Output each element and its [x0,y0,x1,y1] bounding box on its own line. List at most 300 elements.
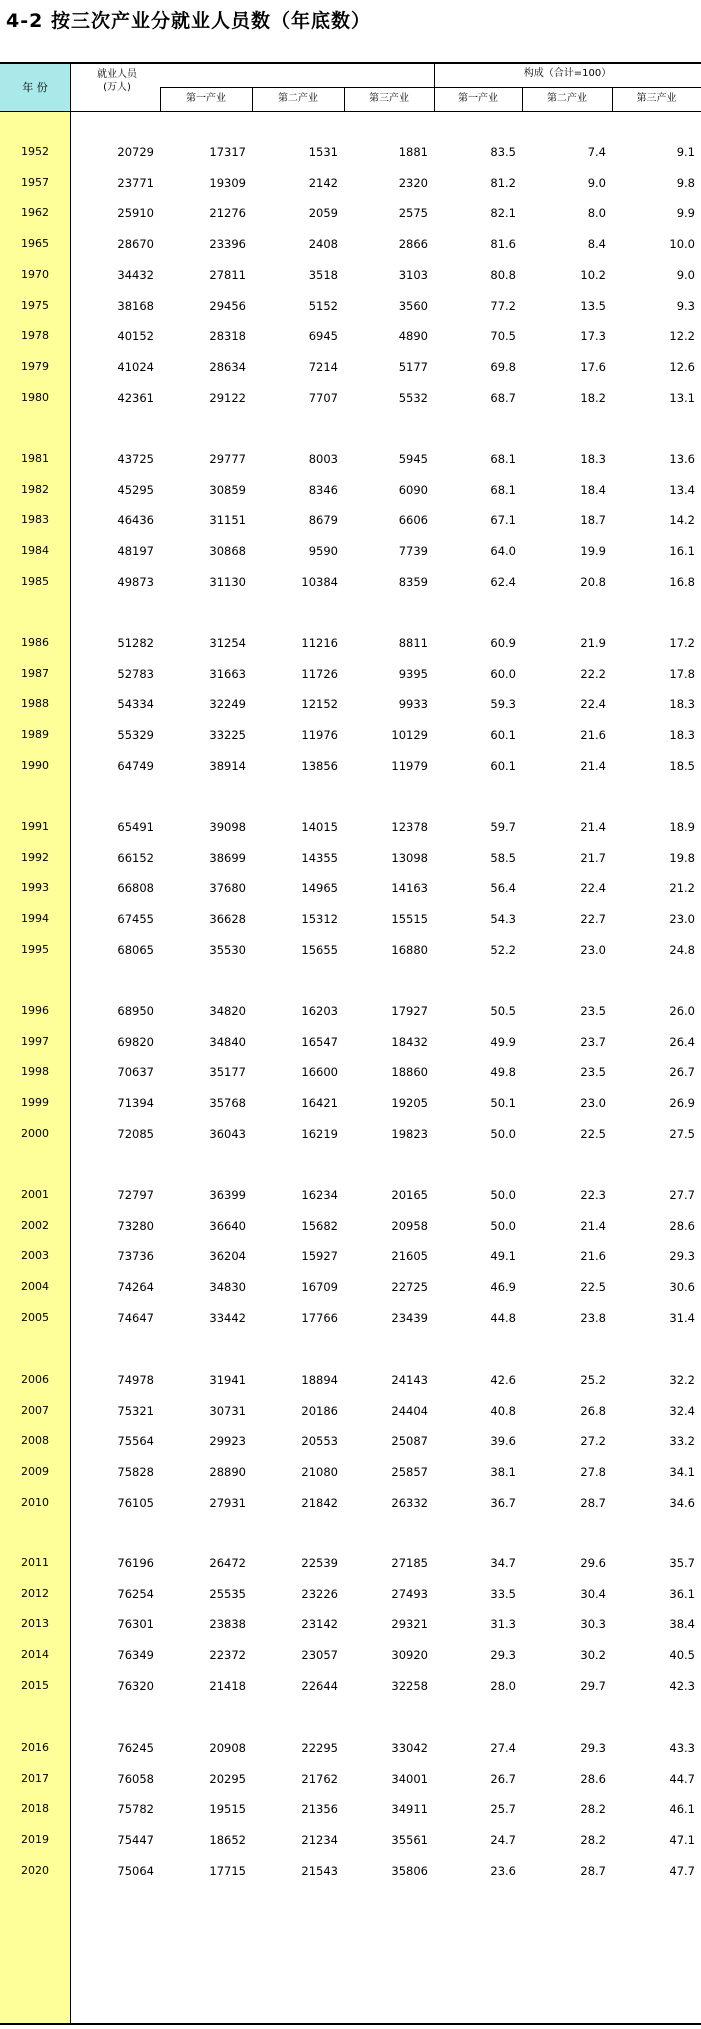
secondary-share-cell: 17.6 [580,359,606,374]
table-row [0,634,701,652]
year-cell: 2007 [21,1403,49,1417]
secondary-share-cell: 26.8 [580,1403,606,1418]
primary-share-cell: 59.7 [490,820,516,834]
total-employed-cell: 55329 [117,728,154,743]
table-row [0,1615,701,1633]
primary-share-cell: 50.0 [490,1188,516,1202]
table-row [0,235,701,253]
year-cell: 2018 [21,1802,49,1816]
secondary-employed-cell: 6945 [308,329,338,344]
total-employed-cell: 68950 [117,1004,154,1018]
primary-employed-cell: 31254 [209,636,246,650]
total-employed-cell: 49873 [117,574,154,589]
secondary-employed-cell: 7707 [308,390,338,405]
secondary-employed-cell: 8679 [308,513,338,528]
primary-employed-cell: 30731 [209,1403,246,1418]
year-cell: 1994 [21,912,49,926]
table-row [0,879,701,897]
tertiary-employed-cell: 6090 [398,482,428,497]
year-cell: 1992 [21,850,49,864]
primary-share-cell: 68.1 [490,482,516,497]
secondary-employed-cell: 15312 [301,912,338,927]
total-employed-cell: 70637 [117,1065,154,1080]
tertiary-share-cell: 24.8 [669,942,695,957]
table-row [0,1278,701,1296]
tertiary-share-cell: 26.0 [669,1004,695,1018]
secondary-share-cell: 25.2 [580,1373,606,1387]
table-row [0,1309,701,1327]
table-row [0,1831,701,1849]
total-employed-cell: 65491 [117,820,154,834]
secondary-share-cell: 27.2 [580,1434,606,1449]
total-employed-cell: 48197 [117,544,154,559]
total-employed-cell: 69820 [117,1034,154,1049]
primary-share-cell: 26.7 [490,1771,516,1786]
primary-share-cell: 36.7 [490,1495,516,1510]
tertiary-share-cell: 31.4 [669,1310,695,1325]
primary-share-cell: 33.5 [490,1586,516,1601]
year-cell: 1957 [21,175,49,189]
tertiary-share-cell: 9.3 [676,298,695,313]
year-cell: 2005 [21,1310,49,1324]
table-row [0,757,701,775]
total-employed-cell: 72085 [117,1126,154,1141]
primary-share-cell: 25.7 [490,1802,516,1817]
total-employed-cell: 46436 [117,513,154,528]
tertiary-share-cell: 12.2 [669,329,695,344]
tertiary-share-cell: 17.2 [669,636,695,650]
tertiary-employed-cell: 19205 [391,1096,428,1111]
tertiary-employed-cell: 16880 [391,942,428,957]
table-row [0,1739,701,1757]
primary-employed-cell: 26472 [209,1556,246,1570]
year-cell: 1995 [21,942,49,956]
primary-share-cell: 80.8 [490,267,516,282]
secondary-share-cell: 18.4 [580,482,606,497]
primary-employed-cell: 35177 [209,1065,246,1080]
secondary-employed-cell: 16234 [301,1188,338,1202]
total-employed-cell: 34432 [117,267,154,282]
tertiary-employed-cell: 22725 [391,1280,428,1295]
year-cell: 2012 [21,1586,49,1600]
tertiary-share-cell: 10.0 [669,237,695,252]
table-row [0,143,701,161]
tertiary-employed-cell: 5945 [398,452,428,466]
secondary-employed-cell: 7214 [308,359,338,374]
bottom-rule [0,2023,701,2025]
header-divider-3 [344,87,345,112]
year-cell: 2010 [21,1495,49,1509]
secondary-employed-cell: 23142 [301,1617,338,1632]
primary-employed-cell: 19515 [209,1802,246,1817]
tertiary-employed-cell: 18860 [391,1065,428,1080]
table-row [0,1217,701,1235]
primary-share-cell: 50.0 [490,1218,516,1233]
total-employed-cell: 75447 [117,1833,154,1848]
table-row [0,542,701,560]
year-cell: 2009 [21,1465,49,1479]
secondary-share-cell: 8.0 [587,206,606,221]
primary-employed-cell: 28634 [209,359,246,374]
year-cell: 1975 [21,298,49,312]
secondary-employed-cell: 18894 [301,1373,338,1387]
secondary-share-cell: 19.9 [580,544,606,559]
primary-employed-cell: 29777 [209,452,246,466]
primary-employed-cell: 17317 [209,145,246,159]
tertiary-employed-cell: 23439 [391,1310,428,1325]
secondary-employed-cell: 1531 [308,145,338,159]
primary-share-cell: 50.0 [490,1126,516,1141]
primary-share-cell: 52.2 [490,942,516,957]
total-employed-unit: (万人) [103,82,131,93]
primary-share-cell: 54.3 [490,912,516,927]
tertiary-employed-cell: 27493 [391,1586,428,1601]
tertiary-employed-cell: 13098 [391,850,428,865]
tertiary-share-cell: 26.7 [669,1065,695,1080]
secondary-employed-cell: 10384 [301,574,338,589]
tertiary-share-cell: 26.4 [669,1034,695,1049]
tertiary-share-cell: 35.7 [669,1556,695,1570]
tertiary-share-cell: 27.5 [669,1126,695,1141]
table-row [0,1432,701,1450]
year-cell: 1962 [21,206,49,220]
primary-employed-cell: 39098 [209,820,246,834]
tertiary-share-cell: 23.0 [669,912,695,927]
table-row [0,1247,701,1265]
primary-employed-cell: 30868 [209,544,246,559]
secondary-share-cell: 18.2 [580,390,606,405]
total-employed-cell: 67455 [117,912,154,927]
secondary-share-cell: 21.6 [580,728,606,743]
tertiary-employed-cell: 21605 [391,1249,428,1264]
year-cell: 1952 [21,145,49,158]
primary-employed-cell: 18652 [209,1833,246,1848]
secondary-employed-cell: 23057 [301,1648,338,1663]
year-cell: 1986 [21,636,49,649]
primary-share-cell: 59.3 [490,697,516,712]
secondary-employed-cell: 16709 [301,1280,338,1295]
secondary-share-cell: 21.4 [580,758,606,773]
primary-share-cell: 60.0 [490,666,516,681]
secondary-employed-cell: 20553 [301,1434,338,1449]
primary-employed-cell: 38699 [209,850,246,865]
secondary-employed-cell: 2408 [308,237,338,252]
tertiary-share-cell: 33.2 [669,1434,695,1449]
year-cell: 1985 [21,574,49,588]
secondary-share-cell: 22.5 [580,1126,606,1141]
header-divider-5 [522,87,523,112]
tertiary-employed-cell: 27185 [391,1556,428,1570]
table-row [0,481,701,499]
total-employed-cell: 76301 [117,1617,154,1632]
secondary-share-cell: 28.2 [580,1802,606,1817]
secondary-share-cell: 22.3 [580,1188,606,1202]
tertiary-employed-cell: 9395 [398,666,428,681]
secondary-share-cell: 21.6 [580,1249,606,1264]
page-title: 4-2 按三次产业分就业人员数（年底数） [6,10,371,32]
secondary-employed-cell: 13856 [301,758,338,773]
secondary-employed-cell: 16547 [301,1034,338,1049]
tertiary-employed-cell: 5532 [398,390,428,405]
tertiary-employed-cell: 33042 [391,1741,428,1755]
tertiary-share-cell: 34.6 [669,1495,695,1510]
primary-share-cell: 34.7 [490,1556,516,1570]
table-row [0,1125,701,1143]
total-employed-cell: 73280 [117,1218,154,1233]
primary-employed-cell: 28890 [209,1465,246,1480]
primary-share-cell: 46.9 [490,1280,516,1295]
tertiary-employed-cell: 3103 [398,267,428,282]
tertiary-share-cell: 16.1 [669,544,695,559]
year-cell: 1984 [21,544,49,558]
secondary-employed-cell: 15927 [301,1249,338,1264]
tertiary-share-cell: 16.8 [669,574,695,589]
secondary-employed-cell: 20186 [301,1403,338,1418]
year-cell: 1988 [21,697,49,711]
total-employed-cell: 76105 [117,1495,154,1510]
table-row [0,818,701,836]
composition-header: 构成（合计=100） [523,68,612,79]
total-employed-cell: 76320 [117,1678,154,1693]
tertiary-employed-cell: 17927 [391,1004,428,1018]
year-cell: 2006 [21,1373,49,1386]
primary-share-cell: 38.1 [490,1465,516,1480]
table-row [0,1585,701,1603]
year-cell: 1981 [21,452,49,465]
primary-share-cell: 24.7 [490,1833,516,1848]
primary-employed-cell: 21276 [209,206,246,221]
year-cell: 2000 [21,1126,49,1140]
total-employed-header [72,68,162,94]
primary-employed-cell: 36204 [209,1249,246,1264]
tertiary-share-cell: 12.6 [669,359,695,374]
total-employed-cell: 25910 [117,206,154,221]
secondary-employed-cell: 8003 [308,452,338,466]
tertiary-employed-cell: 10129 [391,728,428,743]
secondary-employed-cell: 21842 [301,1495,338,1510]
year-cell: 1999 [21,1096,49,1110]
primary-share-cell: 49.9 [490,1034,516,1049]
year-cell: 2011 [21,1556,49,1569]
total-employed-cell: 76349 [117,1648,154,1663]
tertiary-share-cell: 26.9 [669,1096,695,1111]
primary-share-cell: 49.8 [490,1065,516,1080]
secondary-share-cell: 28.7 [580,1863,606,1878]
tertiary-share-cell: 13.6 [669,452,695,466]
tertiary-employed-cell: 24404 [391,1403,428,1418]
secondary-share-cell: 21.7 [580,850,606,865]
composition-tertiary-header: 第三产业 [636,93,677,104]
primary-employed-cell: 30859 [209,482,246,497]
primary-employed-cell: 36628 [209,912,246,927]
total-employed-cell: 41024 [117,359,154,374]
secondary-share-cell: 21.4 [580,820,606,834]
primary-share-cell: 50.5 [490,1004,516,1018]
total-employed-cell: 74978 [117,1373,154,1387]
secondary-employed-cell: 8346 [308,482,338,497]
total-employed-cell: 76254 [117,1586,154,1601]
secondary-employed-cell: 15655 [301,942,338,957]
primary-employed-cell: 29456 [209,298,246,313]
primary-share-cell: 81.2 [490,175,516,190]
primary-employed-cell: 27811 [209,267,246,282]
total-employed-cell: 75564 [117,1434,154,1449]
secondary-employed-cell: 3518 [308,267,338,282]
primary-employed-cell: 23396 [209,237,246,252]
table-row [0,1646,701,1664]
table-row [0,573,701,591]
primary-employed-cell: 38914 [209,758,246,773]
secondary-share-cell: 21.4 [580,1218,606,1233]
table-row [0,1770,701,1788]
year-cell: 2019 [21,1833,49,1847]
primary-employed-cell: 31941 [209,1373,246,1387]
secondary-employed-cell: 14355 [301,850,338,865]
table-row [0,204,701,222]
secondary-share-cell: 23.0 [580,942,606,957]
table-row [0,941,701,959]
tertiary-share-cell: 43.3 [669,1741,695,1755]
year-cell: 1987 [21,666,49,680]
tertiary-employed-cell: 8359 [398,574,428,589]
tertiary-employed-cell: 2866 [398,237,428,252]
primary-employed-cell: 34820 [209,1004,246,1018]
employed-primary-header: 第一产业 [186,93,226,104]
total-employed-cell: 76245 [117,1741,154,1755]
tertiary-share-cell: 29.3 [669,1249,695,1264]
secondary-share-cell: 29.3 [580,1741,606,1755]
primary-share-cell: 39.6 [490,1434,516,1449]
table-row [0,1094,701,1112]
tertiary-share-cell: 36.1 [669,1586,695,1601]
secondary-employed-cell: 16600 [301,1065,338,1080]
table-row [0,389,701,407]
secondary-employed-cell: 22295 [301,1741,338,1755]
employed-tertiary-header: 第三产业 [369,93,409,104]
primary-employed-cell: 20908 [209,1741,246,1755]
year-column-header: 年 份 [0,62,70,112]
tertiary-share-cell: 34.1 [669,1465,695,1480]
year-cell: 2017 [21,1771,49,1785]
secondary-employed-cell: 11216 [301,636,338,650]
secondary-share-cell: 20.8 [580,574,606,589]
table-row [0,174,701,192]
tertiary-share-cell: 28.6 [669,1218,695,1233]
year-cell: 1980 [21,390,49,404]
table-row [0,910,701,928]
table-row [0,450,701,468]
secondary-employed-cell: 16203 [301,1004,338,1018]
tertiary-employed-cell: 34001 [391,1771,428,1786]
tertiary-share-cell: 17.8 [669,666,695,681]
tertiary-employed-cell: 29321 [391,1617,428,1632]
secondary-share-cell: 28.7 [580,1495,606,1510]
year-cell: 2015 [21,1678,49,1692]
table-row [0,1402,701,1420]
secondary-share-cell: 22.4 [580,697,606,712]
year-cell: 2014 [21,1648,49,1662]
tertiary-share-cell: 44.7 [669,1771,695,1786]
total-employed-cell: 75321 [117,1403,154,1418]
top-rule [0,62,701,64]
tertiary-employed-cell: 6606 [398,513,428,528]
table-row [0,1033,701,1051]
total-employed-cell: 66152 [117,850,154,865]
primary-share-cell: 29.3 [490,1648,516,1663]
secondary-employed-cell: 9590 [308,544,338,559]
year-cell: 1998 [21,1065,49,1079]
tertiary-employed-cell: 18432 [391,1034,428,1049]
composition-primary-header: 第一产业 [458,93,498,104]
year-cell: 1990 [21,758,49,772]
tertiary-employed-cell: 7739 [398,544,428,559]
total-employed-cell: 71394 [117,1096,154,1111]
year-cell: 2020 [21,1863,49,1877]
header-divider-6 [612,87,613,112]
tertiary-employed-cell: 4890 [398,329,428,344]
secondary-employed-cell: 21080 [301,1465,338,1480]
table-row [0,1002,701,1020]
primary-share-cell: 27.4 [490,1741,516,1755]
tertiary-employed-cell: 15515 [391,912,428,927]
total-employed-cell: 64749 [117,758,154,773]
secondary-employed-cell: 2059 [308,206,338,221]
primary-share-cell: 40.8 [490,1403,516,1418]
tertiary-employed-cell: 14163 [391,881,428,896]
tertiary-employed-cell: 34911 [391,1802,428,1817]
primary-employed-cell: 28318 [209,329,246,344]
tertiary-share-cell: 13.1 [669,390,695,405]
year-cell: 2003 [21,1249,49,1263]
table-row [0,695,701,713]
secondary-share-cell: 23.0 [580,1096,606,1111]
primary-employed-cell: 35530 [209,942,246,957]
secondary-share-cell: 23.8 [580,1310,606,1325]
tertiary-employed-cell: 3560 [398,298,428,313]
year-cell: 1979 [21,359,49,373]
table-row [0,297,701,315]
tertiary-employed-cell: 35561 [391,1833,428,1848]
primary-share-cell: 64.0 [490,544,516,559]
primary-employed-cell: 29122 [209,390,246,405]
tertiary-share-cell: 18.9 [669,820,695,834]
secondary-employed-cell: 16421 [301,1096,338,1111]
primary-employed-cell: 22372 [209,1648,246,1663]
secondary-share-cell: 21.9 [580,636,606,650]
tertiary-share-cell: 27.7 [669,1188,695,1202]
primary-share-cell: 62.4 [490,574,516,589]
total-employed-cell: 23771 [117,175,154,190]
total-employed-cell: 76196 [117,1556,154,1570]
primary-employed-cell: 19309 [209,175,246,190]
primary-employed-cell: 23838 [209,1617,246,1632]
tertiary-employed-cell: 19823 [391,1126,428,1141]
total-employed-cell: 45295 [117,482,154,497]
secondary-employed-cell: 14015 [301,820,338,834]
tertiary-employed-cell: 25087 [391,1434,428,1449]
year-cell: 1983 [21,513,49,527]
tertiary-employed-cell: 5177 [398,359,428,374]
primary-share-cell: 56.4 [490,881,516,896]
year-cell: 1991 [21,820,49,833]
primary-employed-cell: 31130 [209,574,246,589]
secondary-share-cell: 13.5 [580,298,606,313]
tertiary-share-cell: 46.1 [669,1802,695,1817]
primary-share-cell: 81.6 [490,237,516,252]
primary-share-cell: 68.7 [490,390,516,405]
table-row [0,1554,701,1572]
secondary-share-cell: 23.5 [580,1065,606,1080]
